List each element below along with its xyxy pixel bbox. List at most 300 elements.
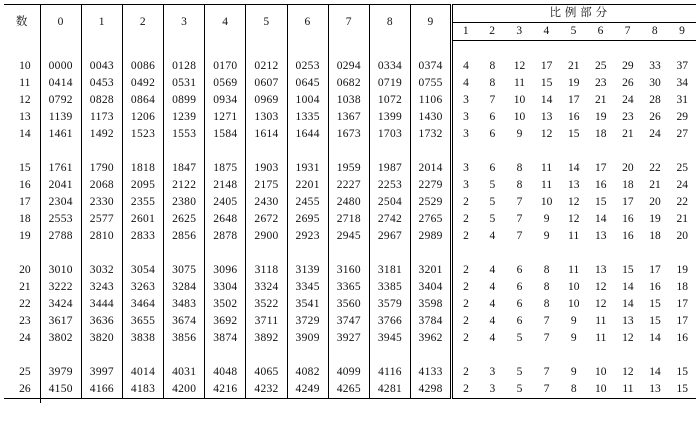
spacer-cell (40, 347, 81, 364)
proportional-cell: 5 (516, 331, 523, 344)
spacer-cell (587, 143, 614, 160)
mantissa-cell: 2923 (287, 228, 328, 245)
mantissa-cell: 0414 (48, 76, 73, 89)
proportional-cell: 2 (452, 381, 479, 399)
row-spacer (4, 347, 696, 364)
row-spacer (4, 41, 696, 59)
proportional-parts-title: 比 例 部 分 (452, 5, 696, 23)
proportional-cell: 12 (595, 280, 607, 293)
spacer-cell (369, 143, 410, 160)
bottom-border-cell (328, 399, 369, 404)
spacer-cell (122, 41, 163, 59)
mantissa-cell: 3674 (164, 313, 205, 330)
proportional-cell: 18 (676, 280, 689, 293)
proportional-cell: 4 (452, 75, 479, 92)
table-row (4, 126, 696, 143)
mantissa-cell: 0492 (122, 75, 163, 92)
spacer-cell (122, 245, 163, 262)
proportional-cell: 15 (622, 263, 634, 276)
mantissa-cell: 1703 (369, 126, 410, 143)
spacer-cell (287, 143, 328, 160)
proportional-cell: 4 (489, 331, 496, 344)
mantissa-cell: 1206 (122, 109, 163, 126)
proportional-cell: 12 (622, 365, 634, 378)
spacer-cell (669, 143, 696, 160)
row-number-22: 22 (4, 296, 40, 313)
proportional-cell: 6 (489, 110, 496, 123)
bottom-border-cell (452, 399, 479, 404)
mantissa-header-6: 6 (287, 5, 328, 41)
spacer-cell (411, 143, 452, 160)
proportional-cell: 21 (595, 93, 607, 106)
proportional-cell: 10 (513, 110, 526, 123)
proportional-cell: 28 (649, 93, 661, 106)
bottom-border-cell (40, 399, 81, 404)
proportional-cell: 30 (649, 76, 661, 89)
proportional-cell: 11 (595, 331, 607, 344)
mantissa-cell: 0607 (246, 75, 287, 92)
proportional-cell: 5 (516, 365, 523, 378)
mantissa-cell: 3711 (246, 313, 287, 330)
proportional-cell: 18 (649, 229, 661, 242)
mantissa-cell: 3729 (287, 313, 328, 330)
spacer-cell (669, 245, 696, 262)
proportional-cell: 37 (676, 59, 689, 72)
mantissa-cell: 0864 (122, 92, 163, 109)
mantissa-cell: 4166 (81, 381, 122, 399)
mantissa-cell: 3636 (81, 313, 122, 330)
mantissa-cell: 3444 (81, 296, 122, 313)
mantissa-cell: 2304 (48, 195, 73, 208)
proportional-cell: 2 (452, 262, 479, 279)
mantissa-cell: 0000 (48, 59, 73, 72)
proportional-cell: 20 (622, 161, 634, 174)
proportional-cell: 15 (676, 382, 689, 395)
proportional-cell: 24 (622, 93, 634, 106)
proportional-cell: 14 (540, 93, 553, 106)
mantissa-cell: 3160 (328, 262, 369, 279)
mantissa-cell: 2648 (205, 211, 246, 228)
mantissa-cell: 2945 (328, 228, 369, 245)
mantissa-cell: 1271 (205, 109, 246, 126)
mantissa-cell: 2041 (48, 178, 73, 191)
proportional-cell: 4 (489, 280, 496, 293)
bottom-border-cell (533, 399, 560, 404)
proportional-cell: 13 (595, 263, 607, 276)
proportional-cell: 8 (543, 297, 550, 310)
proportional-cell: 7 (543, 382, 550, 395)
mantissa-cell: 1584 (205, 126, 246, 143)
mantissa-cell: 4265 (328, 381, 369, 399)
mantissa-cell: 0294 (328, 58, 369, 75)
mantissa-cell: 3820 (81, 330, 122, 347)
proportional-cell: 3 (489, 365, 496, 378)
mantissa-cell: 1303 (246, 109, 287, 126)
proportional-cell: 17 (622, 195, 634, 208)
mantissa-cell: 0128 (164, 58, 205, 75)
mantissa-cell: 3541 (287, 296, 328, 313)
proportional-cell: 2 (452, 194, 479, 211)
mantissa-cell: 2430 (246, 194, 287, 211)
spacer-cell (164, 143, 205, 160)
spacer-cell (560, 245, 587, 262)
spacer-cell (122, 143, 163, 160)
proportional-cell: 3 (452, 160, 479, 177)
proportional-header-5: 5 (560, 23, 587, 41)
proportional-cell: 12 (540, 127, 553, 140)
corner-label-number: 数 (4, 5, 40, 41)
mantissa-cell: 1875 (205, 160, 246, 177)
proportional-cell: 24 (649, 127, 661, 140)
table-row (4, 58, 696, 75)
row-number-24: 24 (4, 330, 40, 347)
mantissa-header-5: 5 (246, 5, 287, 41)
spacer-cell (533, 143, 560, 160)
mantissa-cell: 4082 (287, 364, 328, 381)
proportional-cell: 22 (649, 161, 661, 174)
spacer-cell (641, 347, 668, 364)
proportional-cell: 11 (513, 76, 526, 89)
mantissa-cell: 3284 (164, 279, 205, 296)
mantissa-cell: 3874 (205, 330, 246, 347)
mantissa-cell: 2577 (81, 211, 122, 228)
mantissa-cell: 4216 (205, 381, 246, 399)
table-row (4, 211, 696, 228)
mantissa-cell: 2878 (205, 228, 246, 245)
mantissa-cell: 3096 (205, 262, 246, 279)
row-number-23: 23 (4, 313, 40, 330)
row-number-21: 21 (4, 279, 40, 296)
proportional-cell: 19 (567, 76, 580, 89)
mantissa-cell: 3766 (369, 313, 410, 330)
spacer-cell (122, 347, 163, 364)
mantissa-header-3: 3 (164, 5, 205, 41)
bottom-border-cell (287, 399, 328, 404)
mantissa-cell: 2455 (287, 194, 328, 211)
mantissa-cell: 1553 (164, 126, 205, 143)
spacer-cell (411, 347, 452, 364)
mantissa-cell: 3075 (164, 262, 205, 279)
proportional-cell: 14 (649, 365, 661, 378)
mantissa-cell: 1732 (411, 126, 452, 143)
proportional-cell: 4 (489, 314, 496, 327)
row-number-11: 11 (4, 75, 40, 92)
mantissa-cell: 3483 (164, 296, 205, 313)
mantissa-cell: 3979 (48, 365, 73, 378)
proportional-cell: 7 (543, 331, 550, 344)
mantissa-cell: 1523 (122, 126, 163, 143)
proportional-cell: 19 (595, 110, 607, 123)
proportional-cell: 16 (622, 229, 634, 242)
spacer-cell (587, 41, 614, 59)
mantissa-cell: 0934 (205, 92, 246, 109)
spacer-cell (205, 347, 246, 364)
mantissa-cell: 2504 (369, 194, 410, 211)
proportional-cell: 6 (516, 297, 523, 310)
mantissa-cell: 2810 (81, 228, 122, 245)
proportional-cell: 15 (567, 127, 580, 140)
mantissa-cell: 2788 (48, 229, 73, 242)
spacer-cell (4, 347, 40, 364)
row-number-20: 20 (4, 262, 40, 279)
proportional-cell: 8 (489, 59, 496, 72)
mantissa-header-9: 9 (411, 5, 452, 41)
mantissa-cell: 3802 (48, 331, 73, 344)
proportional-cell: 19 (676, 263, 689, 276)
proportional-cell: 16 (595, 178, 607, 191)
proportional-cell: 9 (570, 331, 577, 344)
proportional-cell: 29 (622, 59, 634, 72)
proportional-cell: 12 (513, 59, 526, 72)
proportional-cell: 18 (595, 127, 607, 140)
bottom-border-cell (164, 399, 205, 404)
proportional-cell: 4 (452, 58, 479, 75)
mantissa-cell: 2380 (164, 194, 205, 211)
mantissa-cell: 2330 (81, 194, 122, 211)
mantissa-cell: 1818 (122, 160, 163, 177)
mantissa-cell: 1761 (48, 161, 73, 174)
mantissa-cell: 4200 (164, 381, 205, 399)
spacer-cell (479, 41, 506, 59)
mantissa-cell: 3404 (411, 279, 452, 296)
proportional-cell: 21 (622, 127, 634, 140)
proportional-cell: 15 (649, 314, 661, 327)
mantissa-cell: 0374 (411, 58, 452, 75)
proportional-cell: 21 (649, 178, 661, 191)
proportional-cell: 10 (567, 280, 580, 293)
mantissa-cell: 2355 (122, 194, 163, 211)
mantissa-cell: 0682 (328, 75, 369, 92)
table-row (4, 92, 696, 109)
spacer-cell (506, 41, 533, 59)
proportional-cell: 5 (489, 212, 496, 225)
proportional-header-9: 9 (669, 23, 696, 41)
row-number-26: 26 (4, 381, 40, 399)
proportional-cell: 15 (649, 297, 661, 310)
proportional-cell: 25 (595, 59, 607, 72)
mantissa-cell: 2227 (328, 177, 369, 194)
proportional-cell: 34 (676, 76, 689, 89)
row-number-12: 12 (4, 92, 40, 109)
proportional-cell: 16 (649, 280, 661, 293)
proportional-cell: 20 (676, 229, 689, 242)
proportional-cell: 6 (489, 161, 496, 174)
mantissa-cell: 2014 (411, 160, 452, 177)
mantissa-cell: 2856 (164, 228, 205, 245)
mantissa-cell: 3222 (48, 280, 73, 293)
proportional-cell: 16 (622, 212, 634, 225)
proportional-cell: 8 (543, 263, 550, 276)
proportional-cell: 9 (543, 229, 550, 242)
mantissa-cell: 3560 (328, 296, 369, 313)
proportional-cell: 4 (489, 263, 496, 276)
mantissa-cell: 2900 (246, 228, 287, 245)
bottom-border-cell (411, 399, 452, 404)
mantissa-cell: 3243 (81, 279, 122, 296)
mantissa-cell: 1399 (369, 109, 410, 126)
proportional-cell: 14 (622, 297, 634, 310)
mantissa-cell: 4249 (287, 381, 328, 399)
row-number-25: 25 (4, 364, 40, 381)
proportional-cell: 9 (516, 127, 523, 140)
mantissa-cell: 2068 (81, 177, 122, 194)
table-row (4, 330, 696, 347)
table-row (4, 109, 696, 126)
spacer-cell (328, 245, 369, 262)
proportional-cell: 13 (622, 314, 634, 327)
proportional-cell: 18 (622, 178, 634, 191)
mantissa-cell: 2095 (122, 177, 163, 194)
spacer-cell (164, 347, 205, 364)
spacer-cell (81, 143, 122, 160)
row-number-13: 13 (4, 109, 40, 126)
mantissa-cell: 4014 (122, 364, 163, 381)
proportional-header-2: 2 (479, 23, 506, 41)
spacer-cell (246, 347, 287, 364)
proportional-cell: 11 (622, 382, 634, 395)
bottom-border-cell (205, 399, 246, 404)
mantissa-cell: 3502 (205, 296, 246, 313)
spacer-cell (328, 143, 369, 160)
mantissa-cell: 2742 (369, 211, 410, 228)
proportional-cell: 17 (676, 297, 689, 310)
proportional-cell: 10 (595, 382, 607, 395)
mantissa-cell: 0212 (246, 58, 287, 75)
table-row (4, 364, 696, 381)
bottom-border-cell (641, 399, 668, 404)
proportional-cell: 6 (516, 314, 523, 327)
spacer-cell (452, 143, 479, 160)
mantissa-cell: 2529 (411, 194, 452, 211)
mantissa-cell: 1106 (411, 92, 452, 109)
proportional-cell: 17 (567, 93, 580, 106)
mantissa-header-1: 1 (81, 5, 122, 41)
mantissa-header-2: 2 (122, 5, 163, 41)
mantissa-cell: 3304 (205, 279, 246, 296)
proportional-cell: 15 (676, 365, 689, 378)
spacer-cell (81, 347, 122, 364)
spacer-cell (40, 143, 81, 160)
proportional-cell: 17 (676, 314, 689, 327)
proportional-header-6: 6 (587, 23, 614, 41)
spacer-cell (533, 41, 560, 59)
mantissa-cell: 1959 (328, 160, 369, 177)
bottom-border-cell (369, 399, 410, 404)
mantissa-cell: 4298 (411, 381, 452, 399)
mantissa-cell: 3181 (369, 262, 410, 279)
mantissa-cell: 0043 (81, 58, 122, 75)
proportional-cell: 2 (452, 296, 479, 313)
proportional-cell: 17 (595, 161, 607, 174)
mantissa-cell: 4065 (246, 364, 287, 381)
proportional-cell: 7 (516, 212, 523, 225)
table-row (4, 194, 696, 211)
proportional-cell: 9 (570, 365, 577, 378)
proportional-cell: 6 (489, 127, 496, 140)
mantissa-cell: 0828 (81, 92, 122, 109)
spacer-cell (479, 245, 506, 262)
proportional-cell: 21 (567, 59, 580, 72)
spacer-cell (369, 245, 410, 262)
spacer-cell (560, 41, 587, 59)
spacer-cell (641, 245, 668, 262)
table-bottom-border (4, 399, 696, 404)
proportional-cell: 11 (568, 263, 580, 276)
proportional-cell: 4 (489, 229, 496, 242)
proportional-cell: 3 (452, 126, 479, 143)
spacer-cell (205, 143, 246, 160)
proportional-cell: 15 (540, 76, 553, 89)
proportional-cell: 3 (489, 382, 496, 395)
mantissa-cell: 3032 (81, 262, 122, 279)
mantissa-cell: 0334 (369, 58, 410, 75)
proportional-cell: 8 (543, 280, 550, 293)
row-spacer (4, 143, 696, 160)
mantissa-cell: 0645 (287, 75, 328, 92)
proportional-cell: 12 (622, 331, 634, 344)
bottom-border-cell (122, 399, 163, 404)
proportional-cell: 21 (676, 212, 689, 225)
mantissa-cell: 1673 (328, 126, 369, 143)
spacer-cell (164, 41, 205, 59)
mantissa-cell: 4048 (205, 364, 246, 381)
mantissa-cell: 3424 (48, 297, 73, 310)
mantissa-cell: 4232 (246, 381, 287, 399)
spacer-cell (287, 41, 328, 59)
mantissa-cell: 3927 (328, 330, 369, 347)
mantissa-cell: 2201 (287, 177, 328, 194)
proportional-header-7: 7 (614, 23, 641, 41)
mantissa-cell: 1987 (369, 160, 410, 177)
mantissa-cell: 1367 (328, 109, 369, 126)
proportional-cell: 14 (649, 331, 661, 344)
spacer-cell (81, 41, 122, 59)
bottom-border-cell (669, 399, 696, 404)
mantissa-cell: 0531 (164, 75, 205, 92)
mantissa-cell: 1614 (246, 126, 287, 143)
mantissa-cell: 3692 (205, 313, 246, 330)
mantissa-cell: 0453 (81, 75, 122, 92)
mantissa-cell: 4183 (122, 381, 163, 399)
spacer-cell (669, 347, 696, 364)
mantissa-cell: 3579 (369, 296, 410, 313)
mantissa-cell: 2175 (246, 177, 287, 194)
proportional-cell: 10 (540, 195, 553, 208)
mantissa-cell: 4133 (411, 364, 452, 381)
mantissa-cell: 3892 (246, 330, 287, 347)
spacer-cell (328, 347, 369, 364)
mantissa-cell: 3945 (369, 330, 410, 347)
mantissa-cell: 1847 (164, 160, 205, 177)
proportional-cell: 3 (452, 109, 479, 126)
proportional-cell: 11 (541, 161, 553, 174)
spacer-cell (506, 143, 533, 160)
proportional-cell: 13 (595, 229, 607, 242)
mantissa-cell: 2405 (205, 194, 246, 211)
proportional-cell: 16 (567, 110, 580, 123)
proportional-cell: 8 (516, 178, 523, 191)
mantissa-cell: 2672 (246, 211, 287, 228)
proportional-cell: 10 (567, 297, 580, 310)
spacer-cell (205, 245, 246, 262)
bottom-border-cell (246, 399, 287, 404)
proportional-cell: 2 (452, 313, 479, 330)
mantissa-cell: 3962 (411, 330, 452, 347)
mantissa-cell: 3997 (81, 364, 122, 381)
table-row (4, 262, 696, 279)
table-row (4, 279, 696, 296)
spacer-cell (560, 143, 587, 160)
